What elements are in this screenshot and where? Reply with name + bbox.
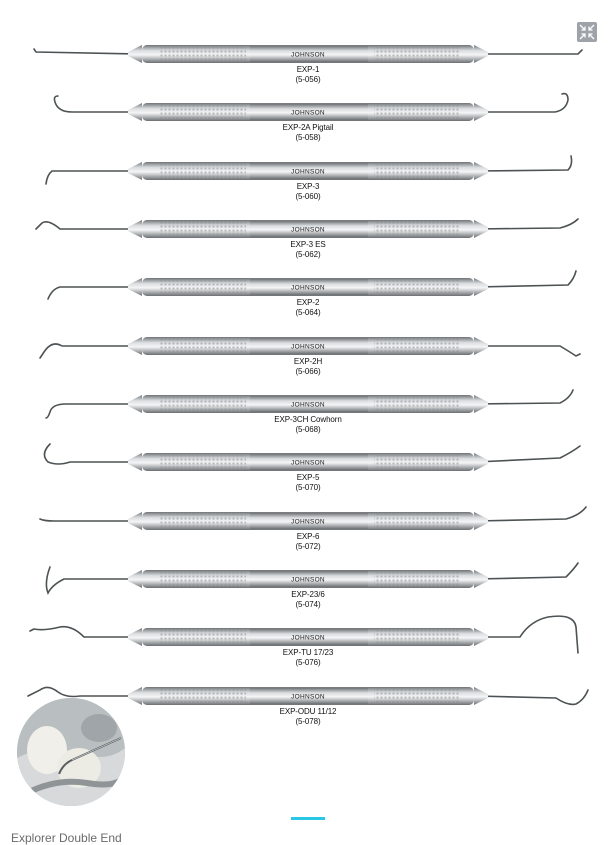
- working-tip-right: [476, 690, 588, 704]
- instrument-item: [0, 384, 616, 442]
- knurled-grip: [160, 221, 246, 237]
- instrument-item: [0, 559, 616, 617]
- working-tip-right: [476, 271, 576, 287]
- knurled-grip: [374, 338, 460, 354]
- brand-mark: JOHNSON: [291, 51, 325, 59]
- slide-indicator-dot[interactable]: [291, 817, 325, 820]
- gallery-caption: Explorer Double End: [11, 831, 122, 845]
- instrument-name: EXP-ODU 11/12: [279, 707, 337, 716]
- working-tip-right: [476, 507, 586, 521]
- instrument-code: (5-066): [295, 366, 321, 376]
- knurled-grip: [160, 688, 246, 704]
- knurled-grip: [374, 163, 460, 179]
- instrument-label: [0, 65, 616, 84]
- working-tip-right: [476, 94, 568, 112]
- knurled-grip: [374, 46, 460, 62]
- working-tip-right: [476, 156, 572, 171]
- instrument-item: [0, 151, 616, 209]
- instrument-name: EXP-3 ES: [290, 240, 326, 249]
- working-tip-left: [28, 687, 140, 696]
- instrument-code: (5-070): [295, 482, 321, 492]
- instrument-label: [0, 240, 616, 259]
- instrument-code: (5-076): [295, 657, 321, 667]
- knurled-grip: [374, 279, 460, 295]
- knurled-grip: [160, 571, 246, 587]
- instrument-label: [0, 590, 616, 609]
- knurled-grip: [374, 221, 460, 237]
- instrument-code: (5-064): [295, 307, 321, 317]
- working-tip-left: [40, 519, 140, 521]
- knurled-grip: [160, 279, 246, 295]
- instrument-code: (5-078): [295, 716, 321, 726]
- knurled-grip: [160, 454, 246, 470]
- working-tip-left: [36, 222, 140, 229]
- instrument-item: [0, 617, 616, 675]
- knurled-grip: [160, 338, 246, 354]
- brand-mark: JOHNSON: [291, 168, 325, 176]
- brand-mark: JOHNSON: [291, 226, 325, 234]
- knurled-grip: [160, 513, 246, 529]
- knurled-grip: [374, 396, 460, 412]
- instrument-item: [0, 92, 616, 150]
- instrument-item: [0, 34, 616, 92]
- instrument-label: [0, 182, 616, 201]
- knurled-grip: [374, 104, 460, 120]
- brand-mark: JOHNSON: [291, 401, 325, 409]
- instrument-name: EXP-1: [296, 65, 320, 74]
- working-tip-right: [476, 390, 573, 404]
- instrument-name: EXP-5: [296, 473, 320, 482]
- working-tip-right: [476, 346, 580, 356]
- instrument-code: (5-062): [295, 249, 321, 259]
- working-tip-left: [30, 627, 140, 637]
- working-tip-left: [54, 96, 140, 112]
- working-tip-left: [40, 344, 140, 358]
- brand-mark: JOHNSON: [291, 284, 325, 292]
- knurled-grip: [374, 571, 460, 587]
- instrument-code: (5-060): [295, 191, 321, 201]
- instrument-item: [0, 209, 616, 267]
- brand-mark: JOHNSON: [291, 518, 325, 526]
- brand-mark: JOHNSON: [291, 693, 325, 701]
- instrument-name: EXP-2H: [293, 357, 323, 366]
- instrument-name: EXP-TU 17/23: [282, 648, 334, 657]
- instrument-label: [0, 415, 616, 434]
- instrument-code: (5-068): [295, 424, 321, 434]
- instrument-item: [0, 442, 616, 500]
- instrument-item: [0, 501, 616, 559]
- instrument-name: EXP-3: [296, 182, 320, 191]
- working-tip-right: [476, 219, 578, 229]
- knurled-grip: [160, 396, 246, 412]
- instrument-label: [0, 123, 616, 142]
- working-tip-right: [476, 446, 580, 462]
- usage-inset-image: [17, 698, 125, 806]
- brand-mark: JOHNSON: [291, 343, 325, 351]
- instrument-item: [0, 267, 616, 325]
- knurled-grip: [374, 454, 460, 470]
- instrument-name: EXP-3CH Cowhorn: [274, 415, 342, 424]
- instrument-label: [0, 298, 616, 317]
- knurled-grip: [374, 629, 460, 645]
- working-tip-left: [44, 444, 140, 464]
- instrument-label: [0, 473, 616, 492]
- working-tip-right: [476, 563, 578, 579]
- instrument-code: (5-072): [295, 541, 321, 551]
- instrument-label: [0, 648, 616, 667]
- brand-mark: JOHNSON: [291, 576, 325, 584]
- instrument-code: (5-058): [295, 132, 321, 142]
- instrument-name: EXP-23/6: [291, 590, 325, 599]
- instrument-code: (5-056): [295, 74, 321, 84]
- knurled-grip: [374, 688, 460, 704]
- working-tip-left: [34, 49, 140, 54]
- brand-mark: JOHNSON: [291, 459, 325, 467]
- instrument-label: [0, 357, 616, 376]
- knurled-grip: [160, 104, 246, 120]
- instrument-name: EXP-6: [296, 532, 320, 541]
- instrument-item: [0, 326, 616, 384]
- knurled-grip: [160, 46, 246, 62]
- working-tip-right: [476, 50, 582, 54]
- instrument-code: (5-074): [295, 599, 321, 609]
- instrument-name: EXP-2: [296, 298, 320, 307]
- instrument-name: EXP-2A Pigtail: [282, 123, 334, 132]
- instrument-label: [0, 532, 616, 551]
- brand-mark: JOHNSON: [291, 109, 325, 117]
- knurled-grip: [160, 629, 246, 645]
- knurled-grip: [374, 513, 460, 529]
- brand-mark: JOHNSON: [291, 634, 325, 642]
- knurled-grip: [160, 163, 246, 179]
